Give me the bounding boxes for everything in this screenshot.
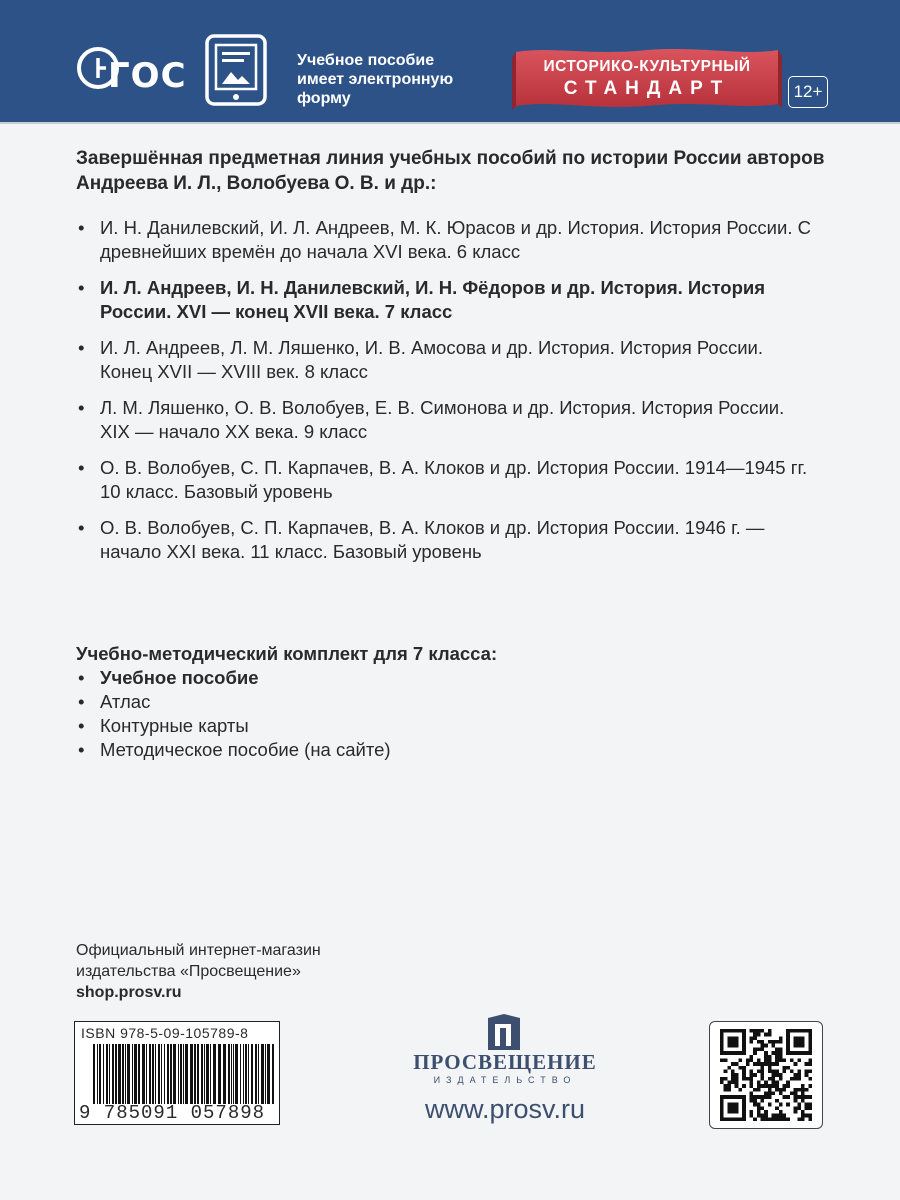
electronic-form-note [297,51,497,108]
isbn-barcode [74,1021,280,1125]
kit-item: • Атлас [76,690,816,714]
book-item: • О. В. Волобуев, С. П. Карпачев, В. А. Клоков и др. История России. 1914—1945 гг. 10 класс. Базовый уровень [76,456,816,504]
header-band [0,0,900,124]
shop-line: Официальный интернет-магазин [76,942,321,959]
shop-url-link[interactable]: shop.prosv.ru [76,984,182,1001]
fgos-logo-text: ГОС [108,56,187,96]
publisher-name: ПРОСВЕЩЕНИЕ [413,1050,597,1074]
qr-code-icon[interactable] [720,1029,812,1121]
kit-list [76,666,816,762]
publisher-logo-icon [486,1014,522,1052]
kit-title: Учебно-методический комплект для 7 класса: [76,643,498,664]
isbn-label: ISBN 978-5-09-105789-8 [81,1025,249,1041]
eform-line: имеет электронную [297,71,454,88]
shop-info [76,940,321,1003]
book-item: • О. В. Волобуев, С. П. Карпачев, В. А. Клоков и др. История России. 1946 г. — начало XXI века. 11 класс. Базовый уровень [76,516,816,564]
book-item: • И. Л. Андреев, Л. М. Ляшенко, И. В. Амосова и др. История. История России. Конец XVII — XVIII век. 8 класс [76,336,816,384]
book-list [76,216,816,576]
shop-line: издательства «Просвещение» [76,963,301,980]
banner-title: ИСТОРИКО-КУЛЬТУРНЫЙ [543,58,751,75]
eform-line: Учебное пособие [297,52,435,69]
barcode-bars-icon [93,1044,275,1104]
barcode-digits: 9 785091 057898 [79,1102,266,1124]
book-item: • Л. М. Ляшенко, О. В. Волобуев, Е. В. Симонова и др. История. История России. XIX — начало XX века. 9 класс [76,396,816,444]
tablet-icon [205,34,267,106]
publisher-website-link[interactable]: www.prosv.ru [424,1094,586,1124]
book-item-current: • И. Л. Андреев, И. Н. Данилевский, И. Н. Фёдоров и др. История. История России. XVI — конец XVII века. 7 класс [76,276,816,324]
banner-subtitle: СТАНДАРТ [563,78,731,99]
kit-item: • Учебное пособие [76,666,816,690]
age-rating-badge: 12+ [788,76,828,108]
kit-item: • Методическое пособие (на сайте) [76,738,816,762]
publisher-subtitle: ИЗДАТЕЛЬСТВО [433,1075,577,1085]
kit-item: • Контурные карты [76,714,816,738]
qr-code-frame [709,1021,823,1129]
series-intro: Завершённая предметная линия учебных пособий по истории России авторов Андреева И. Л., Волобуева О. В. и др.: [76,148,825,194]
eform-line: форму [297,90,351,107]
book-item: • И. Н. Данилевский, И. Л. Андреев, М. К. Юрасов и др. История. История России. С древнейших времён до начала XVI века. 6 класс [76,216,816,264]
teaching-kit [76,642,816,762]
